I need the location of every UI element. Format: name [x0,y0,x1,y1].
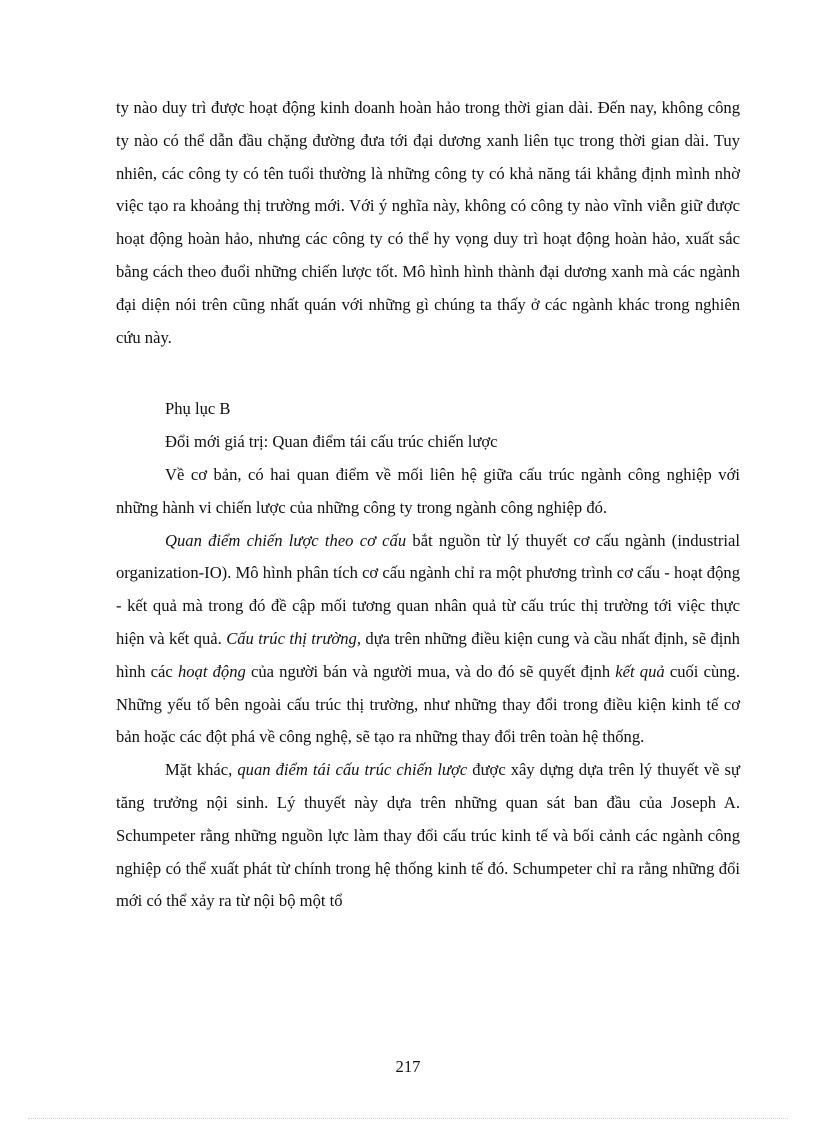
paragraph-reconstructionist-view [116,754,740,918]
paragraph-structuralist-view [116,525,740,755]
appendix-label: Phụ lục B [165,399,231,419]
emphasis-conduct: hoạt động [177,661,246,681]
emphasis-market-structure: Cấu trúc thị trường, [226,628,361,648]
paragraph-text: Mặt khác, [165,760,238,780]
document-page [116,92,740,918]
paragraph-continuation: ty nào duy trì được hoạt động kinh doanh hoàn hảo trong thời gian dài. Đến nay, không công ty nào có thể dẫn đầu chặng đường đưa tới đại dương xanh liên tục trong thời gian dài. Tuy nhiên, các công ty có tên tuổi thường là những công ty có khả năng tái khẳng định mình nhờ việc tạo ra khoảng thị trường mới. Với ý nghĩa này, không có công ty nào vĩnh viễn giữ được hoạt động hoàn hảo, nhưng các công ty có thể hy vọng duy trì hoạt động hoàn hảo, xuất sắc bằng cách theo đuổi những chiến lược tốt. Mô hình hình thành đại dương xanh mà các ngành đại diện nói trên cũng nhất quán với những gì chúng ta thấy ở các ngành khác trong nghiên cứu này. [116,98,740,347]
appendix-title: Đổi mới giá trị: Quan điểm tái cấu trúc chiến lược [165,432,498,452]
paragraph-two-views: Về cơ bản, có hai quan điểm về mối liên hệ giữa cấu trúc ngành công nghiệp với những hành vi chiến lược của những công ty trong ngành công nghiệp đó. [116,464,740,517]
paragraph-text: cuối cùng. Những yếu tố bên ngoài cấu trúc thị trường, như những thay đổi trong điều kiện kinh tế cơ bản hoặc các đột phá về công nghệ, sẽ tạo ra những thay đổi trên toàn hệ thống. [116,661,740,747]
section-spacer [116,354,740,393]
paragraph-text: của người bán và người mua, và do đó sẽ quyết định [245,661,616,681]
emphasis-structuralist-view: Quan điểm chiến lược theo cơ cấu [165,530,407,550]
paragraph-text: được xây dựng dựa trên lý thuyết về sự tăng trưởng nội sinh. Lý thuyết này dựa trên những quan sát ban đầu của Joseph A. Schumpeter rằng những nguồn lực làm thay đổi cấu trúc kinh tế và bối cảnh các ngành công nghiệp có thể xuất phát từ chính trong hệ thống kinh tế đó. Schumpeter chỉ ra rằng những đổi mới có thể xảy ra từ nội bộ một tổ [116,760,741,911]
emphasis-reconstructionist-view: quan điểm tái cấu trúc chiến lược [237,760,468,780]
page-bottom-divider [28,1118,788,1119]
emphasis-performance: kết quả [615,661,665,681]
page-number: 217 [395,1057,421,1076]
paragraph-text: dựa trên những điều kiện cung và cầu nhất định, sẽ định hình các [116,628,740,681]
paragraph-text: bắt nguồn từ lý thuyết cơ cấu ngành (industrial organization-IO). Mô hình phân tích cơ cấu ngành chỉ ra một phương trình cơ cấu - hoạt động - kết quả mà trong đó đề cập mối tương quan nhân quả từ cấu trúc thị trường tới việc thực hiện và kết quả. [116,530,740,648]
